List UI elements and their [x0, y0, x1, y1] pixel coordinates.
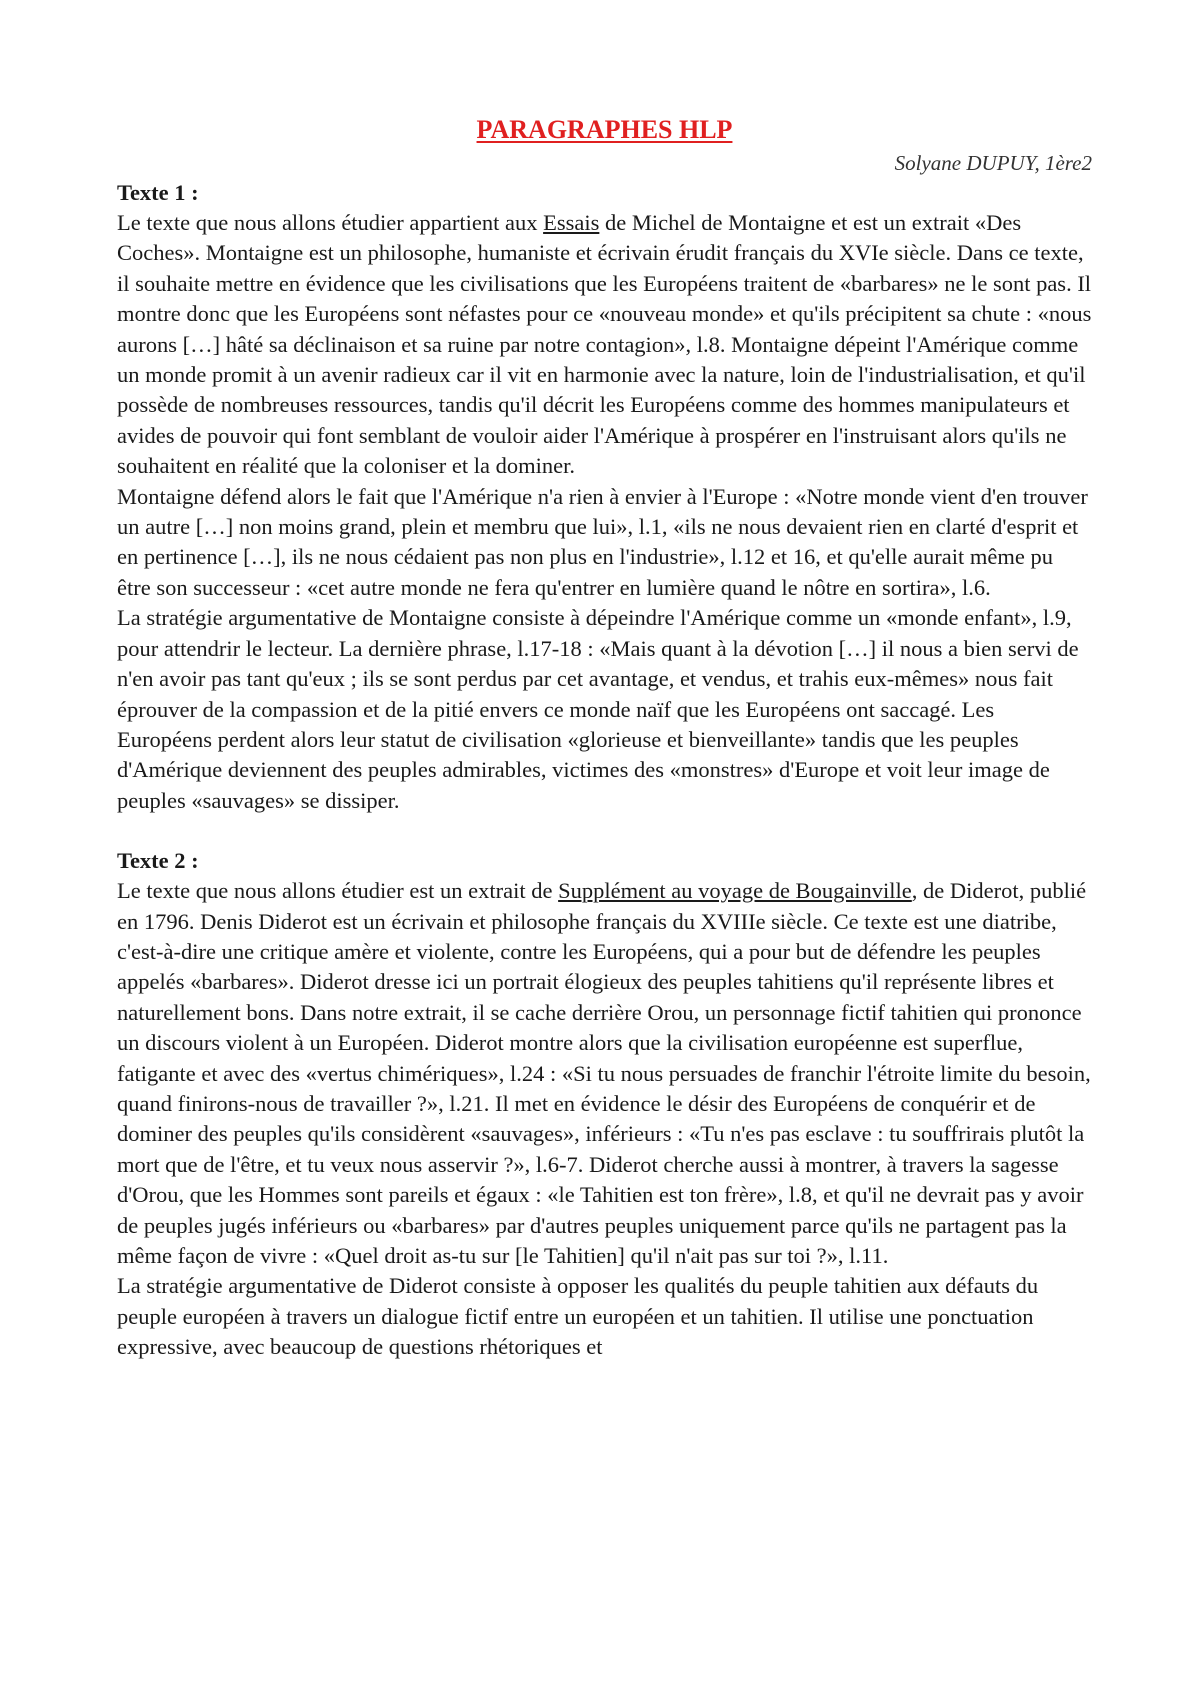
section-texte-1: [117, 178, 1092, 816]
texte2-paragraph-1: [117, 876, 1092, 1271]
work-title-essais: Essais: [543, 210, 600, 235]
section-texte-2: [117, 846, 1092, 1363]
texte1-p1-body: de Michel de Montaigne et est un extrait «Des Coches». Montaigne est un philosophe, humaniste et écrivain érudit français du XVIe siècle. Dans ce texte, il souhaite mettre en évidence que les civilisations que les Européens traitent de «barbares» ne le sont pas. Il montre donc que les Européens sont néfastes pour ce «nouveau monde» et qu'ils précipitent sa chute : «nous aurons […] hâté sa déclinaison et sa ruine par notre contagion», l.8. Montaigne dépeint l'Amérique comme un monde promit à un avenir radieux car il vit en harmonie avec la nature, loin de l'industrialisation, et qu'il possède de nombreuses ressources, tandis qu'il décrit les Européens comme des hommes manipulateurs et avides de pouvoir qui font semblant de vouloir aider l'Amérique à prospérer en l'instruisant alors qu'ils ne souhaitent en réalité que la coloniser et la dominer.: [117, 210, 1092, 479]
texte2-paragraph-2: La stratégie argumentative de Diderot consiste à opposer les qualités du peuple tahitien aux défauts du peuple européen à travers un dialogue fictif entre un européen et un tahitien. Il utilise une ponctuation expressive, avec beaucoup de questions rhétoriques et: [117, 1273, 1039, 1360]
texte1-paragraph-2: Montaigne défend alors le fait que l'Amérique n'a rien à envier à l'Europe : «Notre monde vient d'en trouver un autre […] non moins grand, plein et membru que lui», l.1, «ils ne nous devaient rien en clarté d'esprit et en pertinence […], ils ne nous cédaient pas non plus en l'industrie», l.12 et 16, et qu'elle aurait même pu être son successeur : «cet autre monde ne fera qu'entrer en lumière quand le nôtre en sortira», l.6.: [117, 483, 1088, 600]
texte1-paragraph-1: [117, 208, 1092, 482]
section-heading-texte-1: Texte 1 :: [117, 180, 199, 205]
document-page: [117, 112, 1092, 1363]
texte2-p1-body: , de Diderot, publié en 1796. Denis Diderot est un écrivain et philosophe français du XVIIIe siècle. Ce texte est une diatribe, c'est-à-dire une critique amère et violente, contre les Européens, qui a pour but de défendre les peuples appelés «barbares». Diderot dresse ici un portrait élogieux des peuples tahitiens qu'il représente libres et naturellement bons. Dans notre extrait, il se cache derrière Orou, un personnage fictif tahitien qui prononce un discours violent à un Européen. Diderot montre alors que la civilisation européenne est superflue, fatigante et avec des «vertus chimériques», l.24 : «Si tu nous persuades de franchir l'étroite limite du besoin, quand finirons-nous de travailler ?», l.21. Il met en évidence le désir des Européens de conquérir et de dominer des peuples qu'ils considèrent «sauvages», inférieurs : «Tu n'es pas esclave : tu souffrirais plutôt la mort que de l'être, et tu veux nous asservir ?», l.6-7. Diderot cherche aussi à montrer, à travers la sagesse d'Orou, que les Hommes sont pareils et égaux : «le Tahitien est ton frère», l.8, et qu'il ne devrait pas y avoir de peuples jugés inférieurs ou «barbares» par d'autres peuples uniquement parce qu'ils ne partagent pas la même façon de vivre : «Quel droit as-tu sur [le Tahitien] qu'il n'ait pas sur toi ?», l.11.: [117, 878, 1091, 1268]
document-title: PARAGRAPHES HLP: [476, 115, 733, 144]
texte1-paragraph-3: La stratégie argumentative de Montaigne consiste à dépeindre l'Amérique comme un «monde enfant», l.9, pour attendrir le lecteur. La dernière phrase, l.17-18 : «Mais quant à la dévotion […] il nous a bien servi de n'en avoir pas tant qu'eux ; ils se sont perdus par cet avantage, et vendus, et trahis eux-mêmes» nous fait éprouver de la compassion et de la pitié envers ce monde naïf que les Européens ont saccagé. Les Européens perdent alors leur statut de civilisation «glorieuse et bienveillante» tandis que les peuples d'Amérique deviennent des peuples admirables, victimes des «monstres» d'Europe et voit leur image de peuples «sauvages» se dissiper.: [117, 605, 1079, 813]
work-title-supplement: Supplément au voyage de Bougainville: [558, 878, 912, 904]
texte1-p1-intro: Le texte que nous allons étudier appartient aux: [117, 210, 544, 235]
author-line: Solyane DUPUY, 1ère2: [894, 151, 1092, 175]
section-heading-texte-2: Texte 2 :: [117, 848, 199, 874]
texte2-p1-intro: Le texte que nous allons étudier est un extrait de: [117, 878, 559, 904]
